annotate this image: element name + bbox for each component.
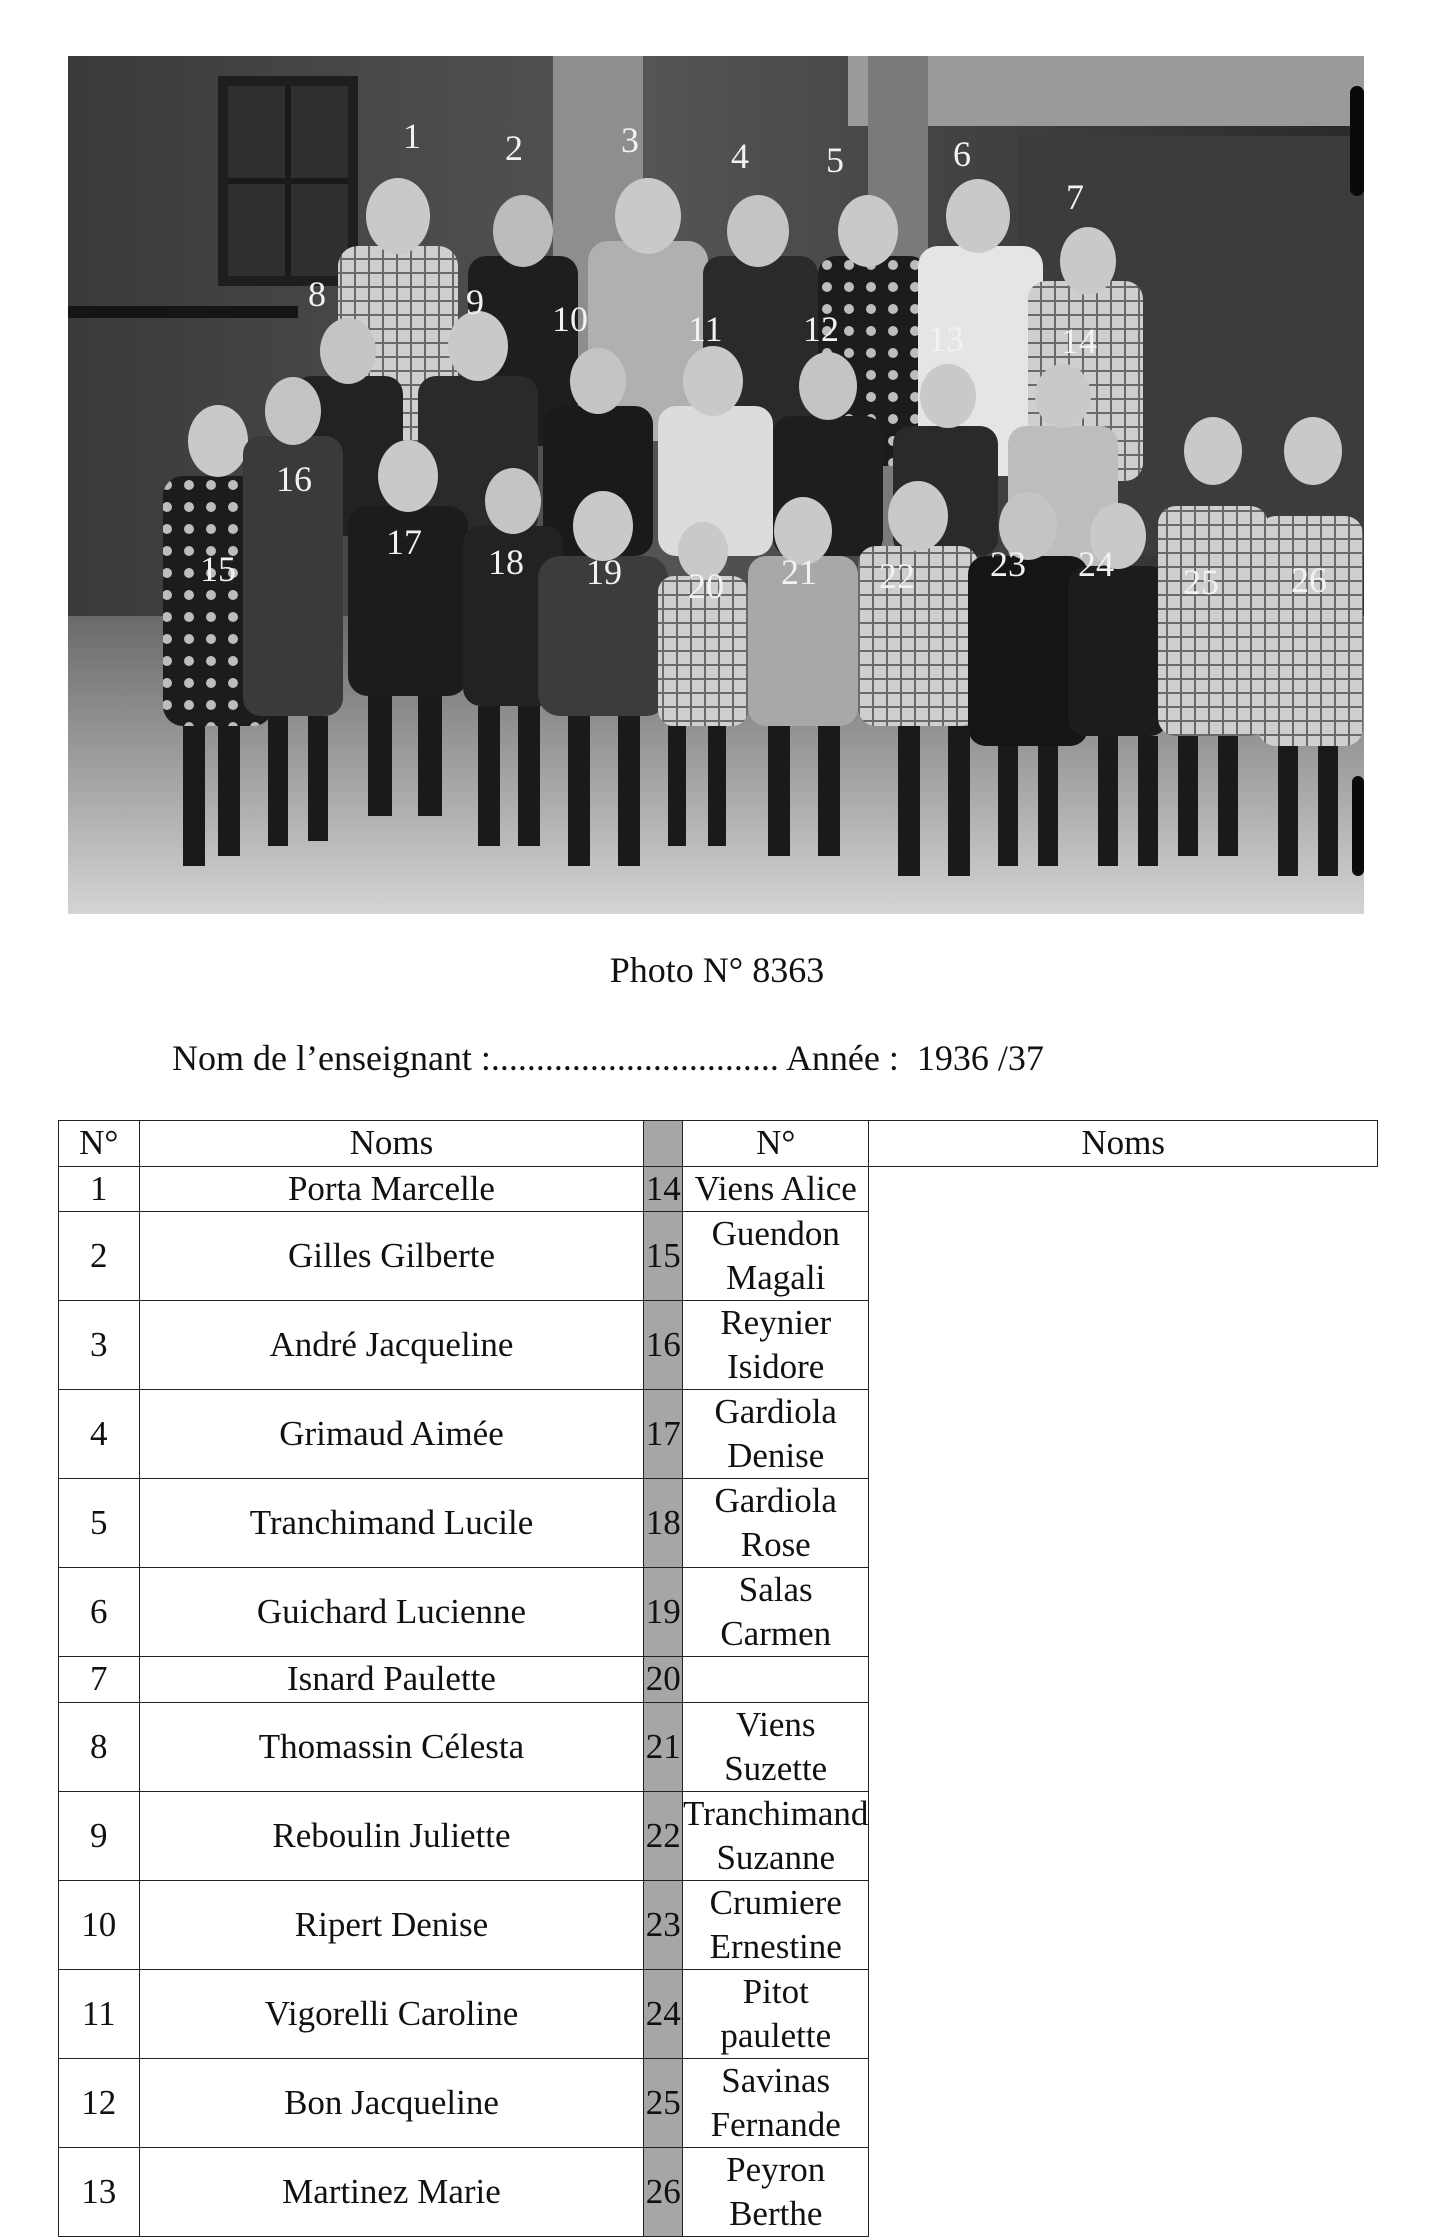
row-number: 21	[644, 1702, 683, 1791]
row-number: 6	[59, 1568, 140, 1657]
photo-number-15: 15	[200, 549, 236, 589]
row-name: Tranchimand Suzanne	[683, 1791, 869, 1880]
row-name: Isnard Paulette	[139, 1657, 644, 1703]
year-label: Année :	[785, 1038, 899, 1078]
photo-number-20: 20	[688, 566, 724, 606]
row-name: Gardiola Rose	[683, 1479, 869, 1568]
row-number: 25	[644, 2058, 683, 2147]
photo-number-21: 21	[781, 552, 817, 592]
photo-number-10: 10	[552, 299, 588, 339]
photo-number-17: 17	[386, 522, 422, 562]
row-number: 2	[59, 1212, 140, 1301]
row-name: Viens Suzette	[683, 1702, 869, 1791]
table-row	[59, 1969, 1378, 2058]
row-number: 3	[59, 1301, 140, 1390]
photo-number-24: 24	[1078, 544, 1114, 584]
row-name: Reboulin Juliette	[139, 1791, 644, 1880]
photo-number-25: 25	[1183, 562, 1219, 602]
row-name	[683, 1657, 869, 1703]
year-value: 1936 /37	[916, 1038, 1044, 1078]
photo-number-11: 11	[688, 309, 723, 349]
photo-number-16: 16	[276, 459, 312, 499]
teacher-blank: ................................	[490, 1038, 779, 1078]
header-num-right: N°	[683, 1121, 869, 1167]
names-table	[58, 1120, 1378, 2237]
photo-number-7: 7	[1066, 177, 1084, 217]
photo-number-9: 9	[466, 282, 484, 322]
row-number: 4	[59, 1390, 140, 1479]
photo-number-13: 13	[928, 319, 964, 359]
row-name: Savinas Fernande	[683, 2058, 869, 2147]
row-name: Gardiola Denise	[683, 1390, 869, 1479]
table-row	[59, 1166, 1378, 1212]
photo-caption-label: Photo N°	[609, 950, 744, 990]
row-number: 1	[59, 1166, 140, 1212]
row-name: Gilles Gilberte	[139, 1212, 644, 1301]
photo-number-3: 3	[621, 120, 639, 160]
row-number: 22	[644, 1791, 683, 1880]
teacher-label: Nom de l’enseignant :	[172, 1038, 491, 1078]
table-row	[59, 2058, 1378, 2147]
row-name: Guendon Magali	[683, 1212, 869, 1301]
teacher-year-line	[172, 1036, 1044, 1080]
row-number: 13	[59, 2147, 140, 2236]
row-number: 15	[644, 1212, 683, 1301]
photo-number-23: 23	[990, 544, 1026, 584]
row-name: Crumiere Ernestine	[683, 1880, 869, 1969]
photo-number-26: 26	[1291, 560, 1327, 600]
row-name: Pitot paulette	[683, 1969, 869, 2058]
photo-number-1: 1	[403, 116, 421, 156]
row-name: Salas Carmen	[683, 1568, 869, 1657]
row-name: Guichard Lucienne	[139, 1568, 644, 1657]
table-row	[59, 1880, 1378, 1969]
row-number: 20	[644, 1657, 683, 1703]
photo-number-22: 22	[879, 556, 915, 596]
row-name: Peyron Berthe	[683, 2147, 869, 2236]
row-number: 12	[59, 2058, 140, 2147]
header-names-right: Noms	[869, 1121, 1378, 1167]
photo-number-12: 12	[803, 309, 839, 349]
row-number: 7	[59, 1657, 140, 1703]
table-row	[59, 1702, 1378, 1791]
photo-number-2: 2	[505, 128, 523, 168]
table-row	[59, 2147, 1378, 2236]
header-names-left: Noms	[139, 1121, 644, 1167]
table-row	[59, 1212, 1378, 1301]
photo-number-8: 8	[308, 274, 326, 314]
photo-number-19: 19	[586, 552, 622, 592]
row-number: 10	[59, 1880, 140, 1969]
row-name: Viens Alice	[683, 1166, 869, 1212]
photo-number-18: 18	[488, 542, 524, 582]
row-number: 26	[644, 2147, 683, 2236]
table-header-row	[59, 1121, 1378, 1167]
row-number: 19	[644, 1568, 683, 1657]
row-name: Ripert Denise	[139, 1880, 644, 1969]
row-name: Thomassin Célesta	[139, 1702, 644, 1791]
class-photo	[68, 56, 1364, 914]
class-photo-image	[68, 56, 1364, 914]
row-number: 11	[59, 1969, 140, 2058]
row-name: André Jacqueline	[139, 1301, 644, 1390]
row-name: Vigorelli Caroline	[139, 1969, 644, 2058]
table-row	[59, 1791, 1378, 1880]
row-number: 5	[59, 1479, 140, 1568]
table-row	[59, 1568, 1378, 1657]
table-row	[59, 1301, 1378, 1390]
photo-caption	[0, 948, 1434, 992]
row-name: Bon Jacqueline	[139, 2058, 644, 2147]
row-name: Reynier Isidore	[683, 1301, 869, 1390]
row-number: 24	[644, 1969, 683, 2058]
table-row	[59, 1479, 1378, 1568]
table-row	[59, 1390, 1378, 1479]
row-name: Martinez Marie	[139, 2147, 644, 2236]
row-number: 8	[59, 1702, 140, 1791]
photo-number-4: 4	[731, 136, 749, 176]
row-number: 17	[644, 1390, 683, 1479]
header-num-left: N°	[59, 1121, 140, 1167]
row-number: 9	[59, 1791, 140, 1880]
table-row	[59, 1657, 1378, 1703]
row-number: 14	[644, 1166, 683, 1212]
row-number: 18	[644, 1479, 683, 1568]
table-divider	[644, 1121, 683, 1167]
row-name: Porta Marcelle	[139, 1166, 644, 1212]
row-number: 16	[644, 1301, 683, 1390]
photo-number-14: 14	[1061, 321, 1097, 361]
row-name: Grimaud Aimée	[139, 1390, 644, 1479]
row-number: 23	[644, 1880, 683, 1969]
row-name: Tranchimand Lucile	[139, 1479, 644, 1568]
photo-caption-number: 8363	[752, 950, 825, 990]
photo-number-6: 6	[953, 134, 971, 174]
photo-number-5: 5	[826, 140, 844, 180]
